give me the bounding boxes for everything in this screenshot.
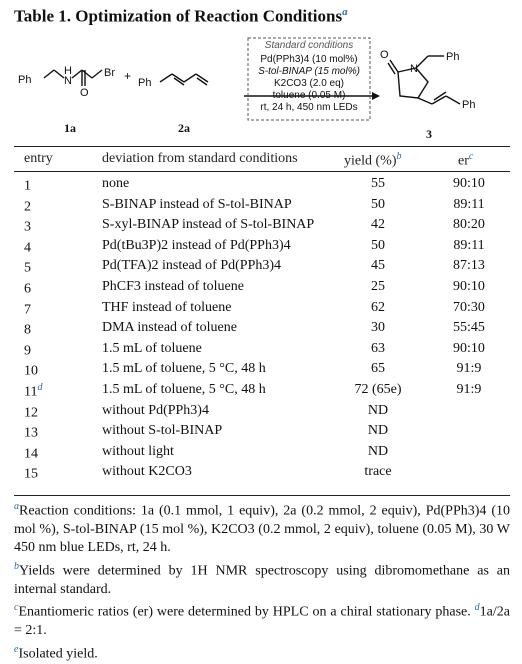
er-cell: 55:45 (453, 320, 485, 336)
top-rule (14, 146, 510, 147)
footnote-b: $^b$Yields were determined by 1H NMR spectroscopy using dibromomethane as an internal standard. (14, 560, 510, 597)
er-cell: 89:11 (453, 196, 485, 212)
yield-cell: ND (367, 443, 389, 459)
deviation-cell: without light (102, 443, 174, 459)
yield-cell: 25 (371, 278, 385, 294)
deviation-cell: Pd(tBu3P)2 instead of Pd(PPh3)4 (102, 237, 291, 253)
entry-cell: 8 (24, 322, 31, 338)
er-cell: 90:10 (453, 278, 485, 294)
table-row (14, 442, 510, 463)
table-row (14, 174, 510, 195)
yield-cell: 65 (371, 361, 385, 377)
entry-cell: 10 (24, 364, 38, 379)
product-ph1-atom: Ph (446, 51, 460, 63)
table-row (14, 359, 510, 380)
entry-cell: 5 (24, 261, 31, 277)
table-body (14, 174, 510, 483)
sm2-label: 2a (178, 121, 190, 135)
entry-cell: 2 (24, 199, 31, 215)
product-ph2-atom: Ph (462, 99, 476, 111)
header-entry: entry (24, 151, 53, 166)
sm1-h-atom: H (64, 65, 72, 77)
deviation-cell: none (102, 176, 130, 191)
sm1-br-atom: Br (104, 67, 115, 79)
footnote-c-d: $^c$Enantiomeric ratios (er) were determined by HPLC on a chiral stationary phase. $^d$1a/2a = 2:1. (14, 602, 510, 639)
er-cell: 90:10 (453, 176, 485, 191)
plus-sign: + (124, 69, 132, 83)
deviation-cell: without S-tol-BINAP (102, 423, 223, 439)
yield-cell: 50 (371, 237, 385, 253)
deviation-cell: DMA instead of toluene (102, 320, 237, 336)
conditions-header: Standard conditions (264, 40, 354, 51)
er-cell: 90:10 (453, 340, 485, 356)
table-title: Table 1. Optimization of Reaction Conditions$^a$ (14, 6, 348, 26)
condition-catalyst: Pd(PPh3)4 (10 mol%) (260, 54, 358, 65)
header-er-note: c (468, 151, 474, 162)
table-row (14, 401, 510, 422)
table-row (14, 298, 510, 319)
deviation-cell: without Pd(PPh3)4 (102, 402, 209, 418)
yield-cell: ND (367, 423, 389, 439)
header-rule (14, 171, 510, 172)
entry-cell: 15 (24, 466, 38, 482)
entry-cell: 3 (24, 219, 31, 235)
table-row (14, 277, 510, 298)
table-row (14, 195, 510, 216)
entry-cell: 1 (24, 178, 31, 194)
er-cell: 91:9 (456, 381, 482, 397)
yield-cell: 63 (371, 340, 385, 356)
entry-cell: 9 (24, 343, 31, 359)
table-row (14, 421, 510, 442)
table-row (14, 380, 510, 401)
deviation-cell: S-xyl-BINAP instead of S-tol-BINAP (102, 217, 315, 233)
bottom-rule (14, 495, 510, 496)
table-row (14, 236, 510, 257)
entry-note: d (37, 381, 43, 393)
table-row (14, 462, 510, 483)
sm2-ph-atom: Ph (138, 77, 152, 89)
entry-cell: 6 (24, 281, 31, 297)
yield-cell: 72 (65e) (354, 381, 402, 397)
header-er: $er^c$ (458, 151, 474, 169)
yield-cell: 42 (371, 217, 385, 233)
product-label: 3 (426, 127, 432, 141)
header-yield-note: b (396, 151, 402, 162)
header-deviation: deviation from standard conditions (102, 151, 298, 166)
yield-cell: 50 (371, 196, 385, 212)
yield-cell: trace (364, 464, 392, 480)
deviation-cell: 1.5 mL of toluene, 5 °C, 48 h (102, 361, 266, 377)
footnote-e: $^e$Isolated yield. (14, 643, 98, 662)
yield-cell: ND (367, 402, 389, 418)
er-cell: 91:9 (456, 361, 482, 377)
table-header-row (14, 148, 510, 170)
deviation-cell: Pd(TFA)2 instead of Pd(PPh3)4 (102, 258, 282, 274)
deviation-cell: PhCF3 instead of toluene (102, 278, 244, 294)
yield-cell: 62 (371, 299, 385, 315)
er-cell: 89:11 (453, 237, 485, 253)
condition-base: K2CO3 (2.0 eq) (273, 78, 345, 89)
sm1-label: 1a (64, 121, 76, 135)
entry-cell: 4 (24, 240, 31, 256)
entry-cell: 11$^d$ (24, 381, 43, 400)
reaction-scheme (0, 34, 522, 144)
deviation-cell: without K2CO3 (102, 464, 192, 480)
yield-cell: 55 (371, 176, 385, 191)
deviation-cell: 1.5 mL of toluene (102, 340, 202, 356)
condition-solvent: toluene (0.05 M) (272, 90, 346, 101)
header-yield: yield (%)$^b$ (344, 151, 402, 169)
deviation-cell: S-BINAP instead of S-tol-BINAP (102, 196, 292, 212)
footnote-a: $^a$Reaction conditions: 1a (0.1 mmol, 1 equiv), 2a (0.2 mmol, 2 equiv), Pd(PPh3)4 (10 mol %), S-tol-BINAP (15 mol %), K2CO3 (0.2 mmol, 2 equiv), toluene (0.05 M), 30 W 450 nm blue LEDs, rt, 24 h. (14, 501, 510, 556)
sm1-o-atom: O (80, 87, 89, 99)
product-n-atom: N (410, 63, 418, 75)
deviation-cell: THF instead of toluene (102, 299, 232, 315)
condition-time-light: rt, 24 h, 450 nm LEDs (260, 102, 358, 113)
condition-ligand: S-tol-BINAP (15 mol%) (258, 66, 360, 77)
entry-cell: 13 (24, 425, 38, 441)
entry-cell: 14 (24, 446, 38, 462)
title-note: a (342, 6, 348, 18)
footnotes (14, 498, 510, 664)
deviation-cell: 1.5 mL of toluene, 5 °C, 48 h (102, 381, 266, 397)
sm1-ph-atom: Ph (18, 74, 32, 86)
er-cell: 80:20 (453, 217, 485, 233)
sm1-n-atom: N (64, 75, 72, 87)
product-o-atom: O (380, 49, 389, 61)
entry-cell: 7 (24, 302, 31, 318)
yield-cell: 45 (371, 258, 385, 274)
table-row (14, 215, 510, 236)
table-row (14, 318, 510, 339)
er-cell: 87:13 (453, 258, 485, 274)
table-row (14, 256, 510, 277)
table-row (14, 339, 510, 360)
er-cell: 70:30 (453, 299, 485, 315)
yield-cell: 30 (371, 320, 385, 336)
entry-cell: 12 (24, 405, 38, 421)
scheme-drawing (0, 34, 522, 144)
